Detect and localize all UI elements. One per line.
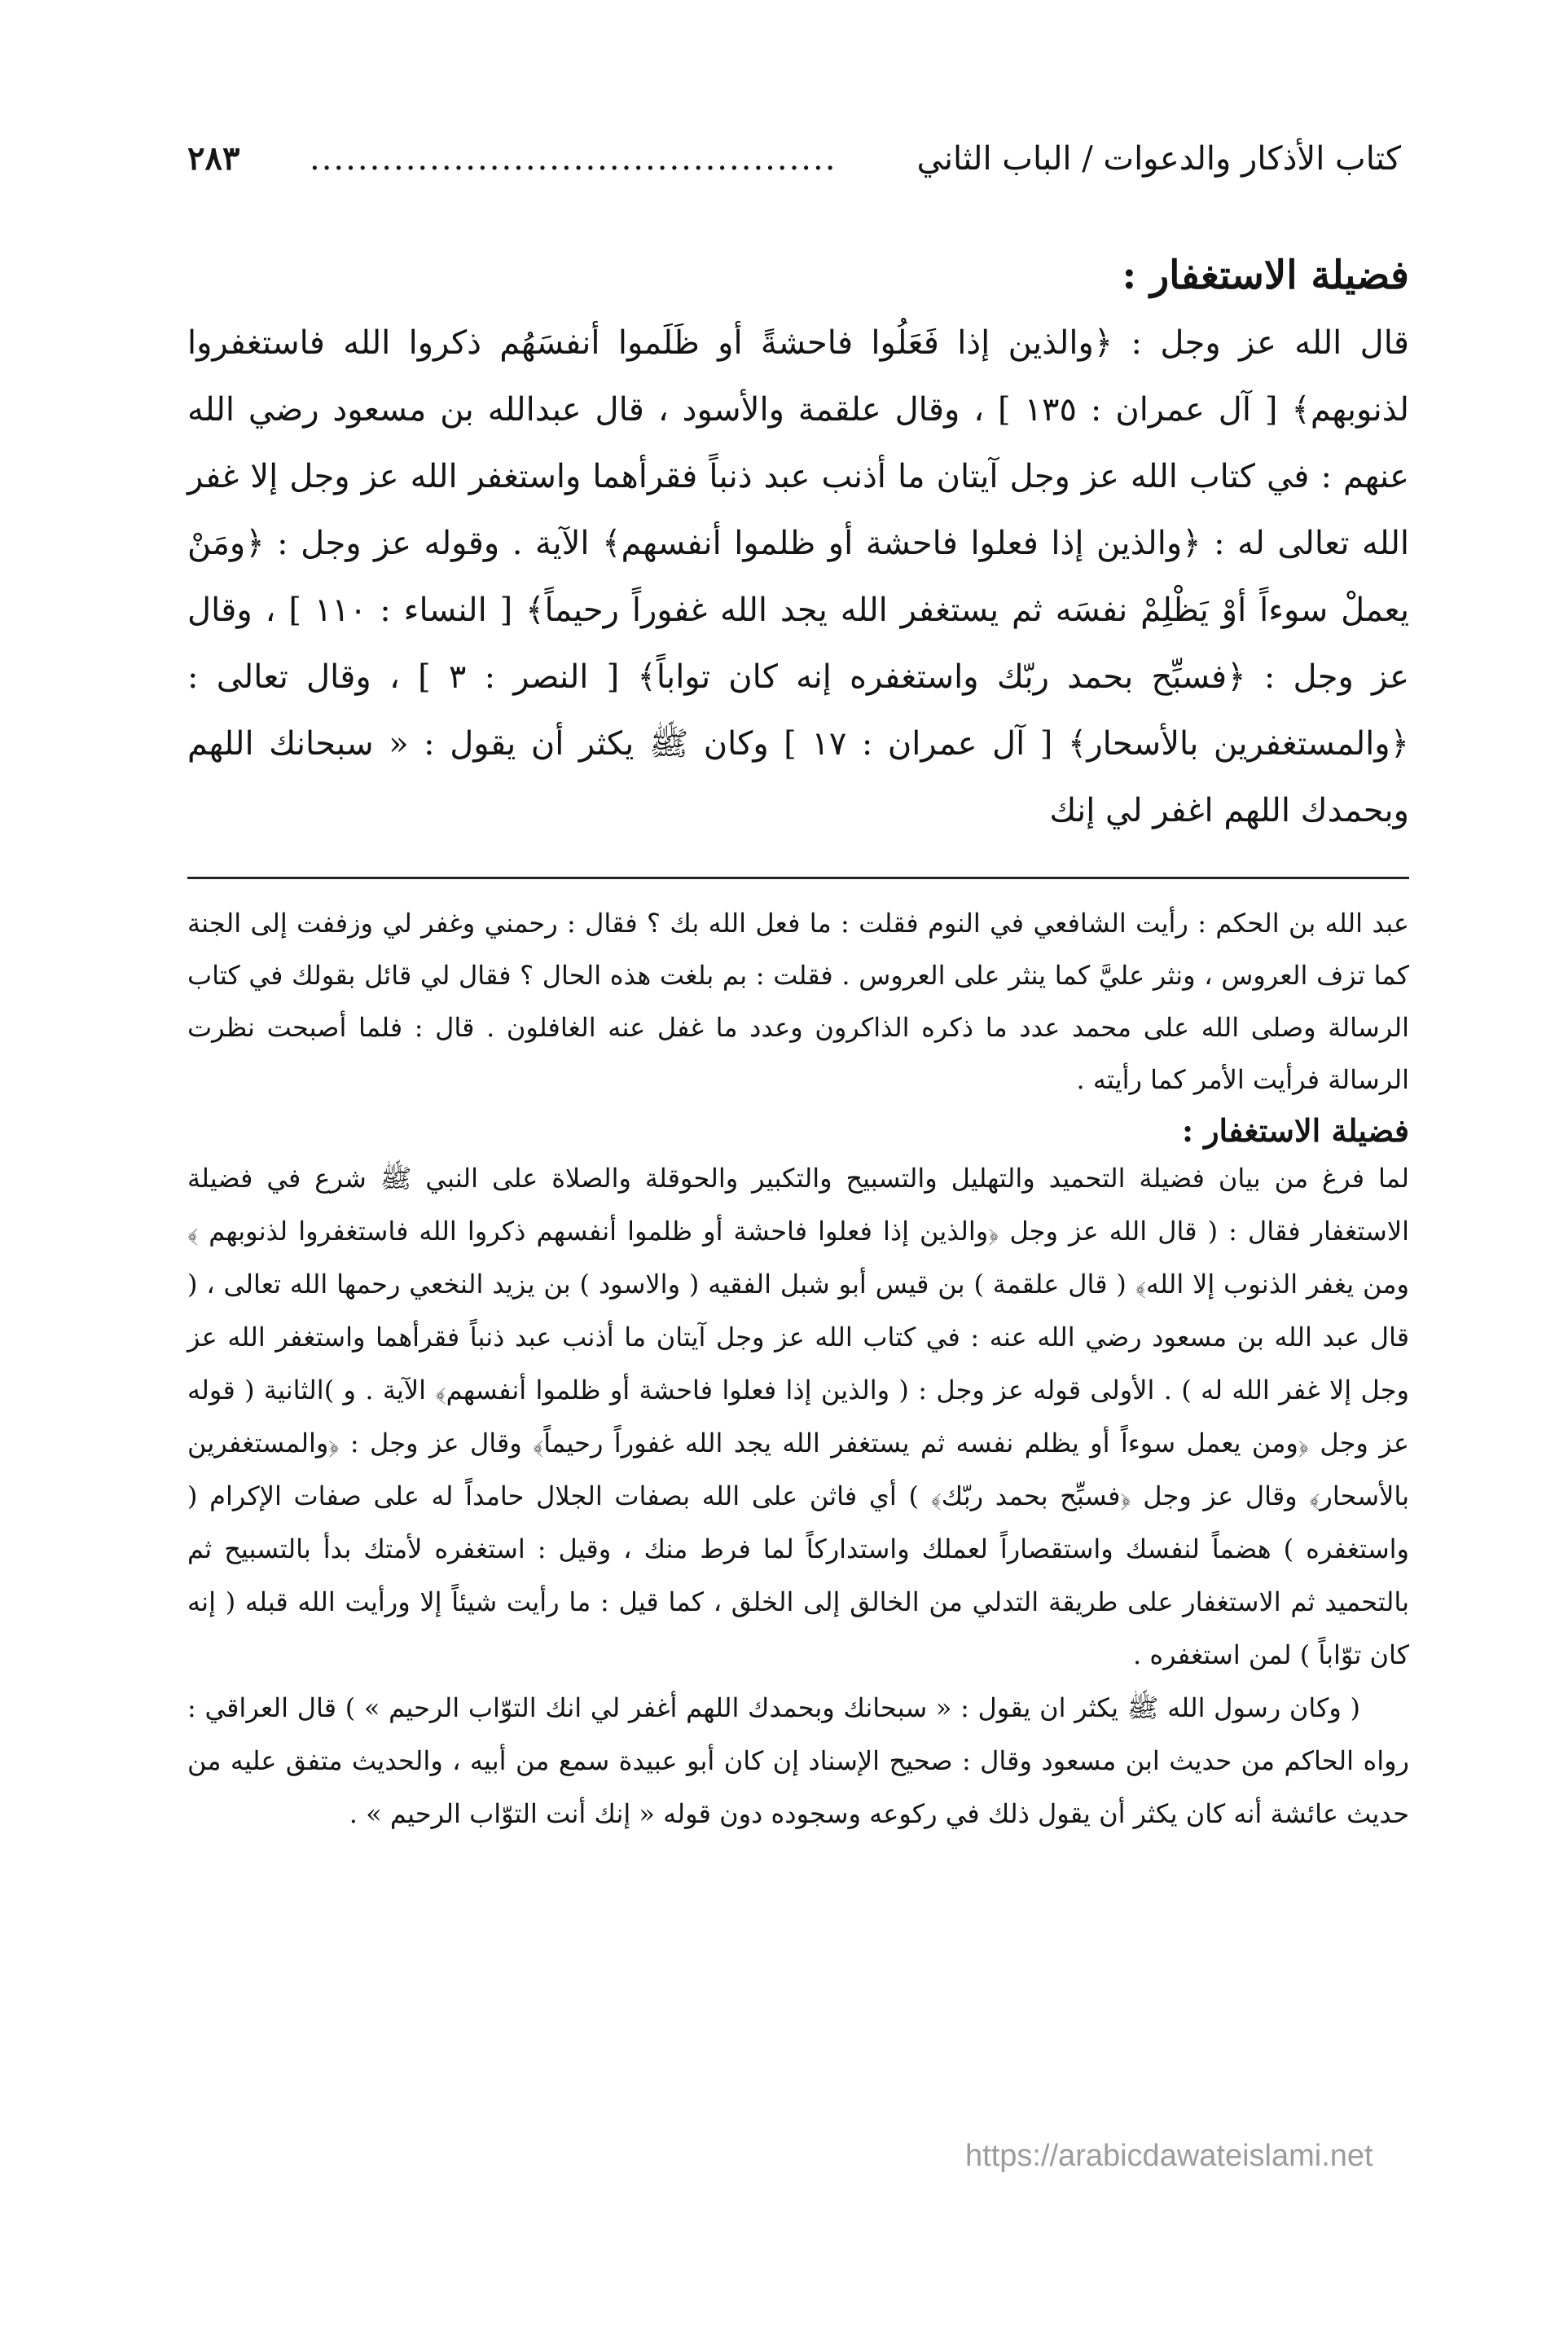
footnote-divider [187,877,1409,879]
running-header [187,122,1409,196]
watermark-url: https://arabicdawateislami.net [965,2139,1373,2173]
running-title: كتاب الأذكار والدعوات / الباب الثاني [916,140,1401,178]
page-number: ٢٨٣ [187,139,240,178]
commentary-heading: فضيلة الاستغفار : [1181,1112,1409,1149]
main-text: قال الله عز وجل : ﴿والذين إذا فَعَلُوا فاحشةً أو ظَلَموا أنفسَهُم ذكروا الله فاستغفروا لذنوبهم﴾ [ آل عمران : ١٣٥ ] ، وقال علقمة والأسود ، قال عبدالله بن مسعود رضي الله عنهم : في كتاب الله عز وجل آيتان ما أذنب عبد ذنباً فقرأهما واستغفر الله عز وجل إلا غفر الله تعالى له : ﴿والذين إذا فعلوا فاحشة أو ظلموا أنفسهم﴾ الآية . وقوله عز وجل : ﴿ومَنْ يعملْ سوءاً أوْ يَظْلِمْ نفسَه ثم يستغفر الله يجد الله غفوراً رحيماً﴾ [ النساء : ١١٠ ] ، وقال عز وجل : ﴿فسبِّح بحمد ربّك واستغفره إنه كان تواباً﴾ [ النصر : ٣ ] ، وقال تعالى : ﴿والمستغفرين بالأسحار﴾ [ آل عمران : ١٧ ] وكان ﷺ يكثر أن يقول : « سبحانك اللهم وبحمدك اللهم اغفر لي إنك [187,324,1410,829]
section-heading: فضيلة الاستغفار : [1122,253,1409,298]
commentary-paragraph: ( وكان رسول الله ﷺ يكثر ان يقول : « سبحانك وبحمدك اللهم أغفر لي انك التوّاب الرحيم » ) قال العراقي : رواه الحاكم من حديث ابن مسعود وقال : صحيح الإسناد إن كان أبو عبيدة سمع من أبيه ، والحديث متفق عليه من حديث عائشة أنه كان يكثر أن يقول ذلك في ركوعه وسجوده دون قوله « إنك أنت التوّاب الرحيم » . [187,1692,1409,1829]
footnote-text: عبد الله بن الحكم : رأيت الشافعي في النوم فقلت : ما فعل الله بك ؟ فقال : رحمني وغفر لي وزففت إلى الجنة كما تزف العروس ، ونثر عليَّ كما ينثر على العروس . فقلت : بم بلغت هذه الحال ؟ فقال لي قائل بقولك في كتاب الرسالة وصلى الله على محمد عدد ما ذكره الذاكرون وعدد ما غفل عنه الغافلون . قال : فلما أصبحت نظرت الرسالة فرأيت الأمر كما رأيته . [187,908,1409,1095]
commentary-paragraph: لما فرغ من بيان فضيلة التحميد والتهليل والتسبيح والتكبير والحوقلة والصلاة على النبي ﷺ شرع في فضيلة الاستغفار فقال : ( قال الله عز وجل ﴿والذين إذا فعلوا فاحشة أو ظلموا أنفسهم ذكروا الله فاستغفروا لذنوبهم ﴾ومن يغفر الذنوب إلا الله﴾ ( قال علقمة ) بن قيس أبو شبل الفقيه ( والاسود ) بن يزيد النخعي رحمها الله تعالى ، ( قال عبد الله بن مسعود رضي الله عنه : في كتاب الله عز وجل آيتان ما أذنب عبد ذنباً فقرأهما واستغفر الله عز وجل إلا غفر الله له ) . الأولى قوله عز وجل : ( والذين إذا فعلوا فاحشة أو ظلموا أنفسهم﴾ الآية . و )الثانية ( قوله عز وجل ﴿ومن يعمل سوءاً أو يظلم نفسه ثم يستغفر الله يجد الله غفوراً رحيماً﴾ وقال عز وجل : ﴿والمستغفرين بالأسحار﴾ وقال عز وجل ﴿فسبِّح بحمد ربّك﴾ ) أي فاثن على الله بصفات الجلال حامداً له على صفات الإكرام ( واستغفره ) هضماً لنفسك واستقصاراً لعملك واستداركاً لما فرط منك ، وقيل : استغفره لأمتك بدأ بالتسبيح ثم بالتحميد ثم الاستغفار على طريقة التدلي من الخالق إلى الخلق ، كما قيل : ما رأيت شيئاً إلا ورأيت الله قبله ( إنه كان توّاباً ) لمن استغفره . [187,1163,1410,1670]
header-leader-dots: ............................................ [310,140,837,178]
book-page [187,122,1409,2306]
